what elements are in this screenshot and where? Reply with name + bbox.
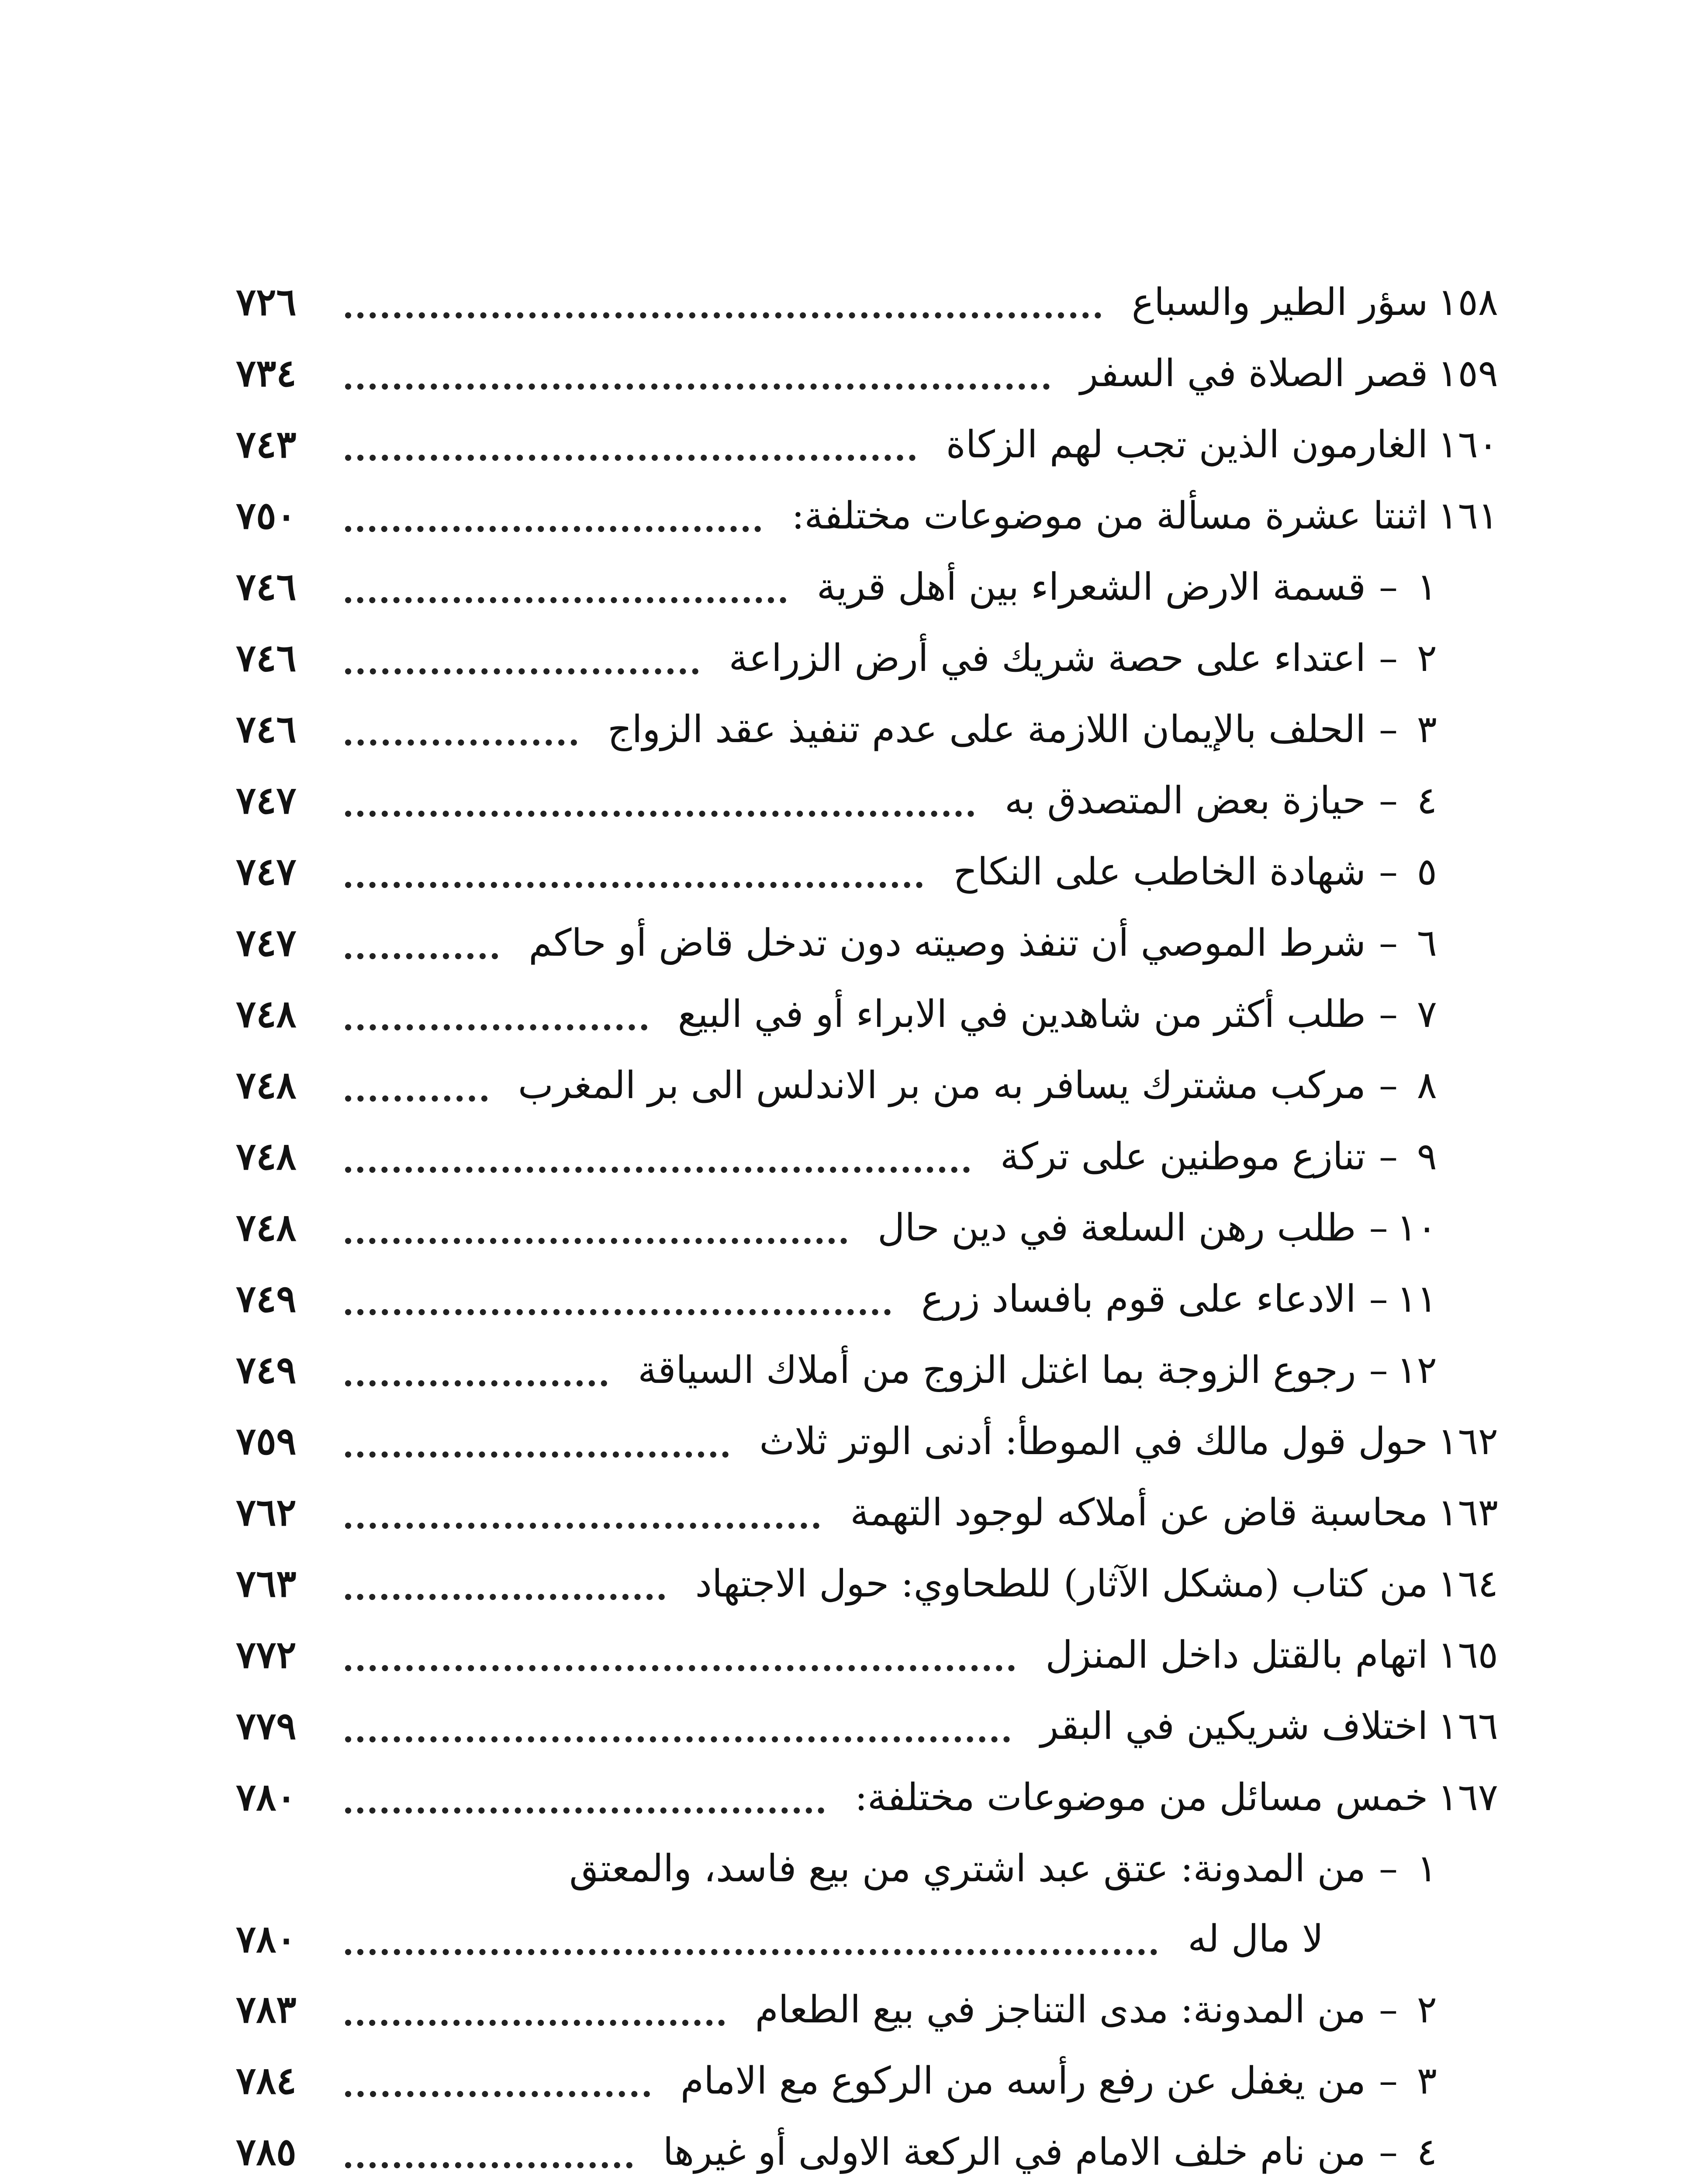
subentry-number: ١٢ [1396,1348,1437,1392]
subentry-number: ١٠ [1396,1206,1437,1250]
subentry-title: من نام خلف الامام في الركعة الاولى أو غيرها [663,2130,1366,2174]
entry-number: ١٦١ [1437,494,1498,538]
toc-subentry [236,765,1498,836]
subentry-page: ٧٤٦ [236,636,297,680]
dot-leader [345,2011,725,2026]
entry-number: ١٦٣ [1437,1490,1498,1534]
toc-subentry [236,2116,1498,2184]
toc-entry [236,1477,1498,1548]
subentry-title: شرط الموصي أن تنفذ وصيته دون تدخل قاض أو حاكم [529,921,1366,965]
toc-subentry [236,1833,1498,1904]
entry-page: ٧٨٠ [236,1775,297,1819]
entry-title: حول قول مالك في الموطأ: أدنى الوتر ثلاث [759,1419,1428,1463]
entry-title: اختلاف شريكين في البقر [1040,1704,1428,1748]
subentry-number: ١ [1417,565,1437,609]
subentry-title: الحلف بالإيمان اللازمة على عدم تنفيذ عقد الزواج [608,707,1366,751]
entry-page: ٧٦٢ [236,1490,297,1534]
subentry-title: من يغفل عن رفع رأسه من الركوع مع الامام [680,2059,1366,2103]
dash: – [1379,2130,1398,2174]
subentry-number: ٦ [1417,921,1437,965]
dash: – [1379,1063,1398,1107]
subentry-page: ٧٤٩ [236,1277,297,1321]
subentry-number: ٤ [1417,778,1437,822]
entry-page: ٧٢٦ [236,280,297,324]
subentry-page: ٧٤٧ [236,921,297,965]
subentry-number: ١١ [1396,1277,1437,1321]
dot-leader [345,1728,1010,1742]
subentry-number: ٣ [1417,707,1437,751]
subentry-page: ٧٨٠ [236,1917,297,1961]
dash: – [1379,778,1398,822]
entry-title: محاسبة قاض عن أملاكه لوجود التهمة [850,1490,1428,1534]
toc-entry [236,1619,1498,1690]
toc-subentry [236,2045,1498,2116]
dot-leader [345,2153,632,2168]
subentry-number: ٨ [1417,1063,1437,1107]
dot-leader [345,1229,847,1244]
dot-leader [345,2082,650,2097]
entry-page: ٧٦٣ [236,1562,297,1606]
dash: – [1379,565,1398,609]
subentry-number: ٤ [1417,2130,1437,2174]
toc-subentry [236,836,1498,907]
toc-entry [236,1548,1498,1619]
subentry-title: اعتداء على حصة شريك في أرض الزراعة [729,636,1366,680]
subentry-title-continuation: لا مال له [1188,1917,1323,1961]
subentry-number: ٢ [1417,636,1437,680]
subentry-page: ٧٨٤ [236,2059,297,2103]
dot-leader [345,517,761,532]
dash: – [1379,2059,1398,2103]
toc-entry [236,266,1498,338]
toc-subentry [236,1974,1498,2045]
toc-entry [236,1406,1498,1477]
subentry-number: ٩ [1417,1134,1437,1178]
toc-subentry-continuation [236,1904,1498,1974]
entry-number: ١٦٧ [1437,1775,1498,1819]
subentry-page: ٧٤٨ [236,992,297,1036]
subentry-number: ٣ [1417,2059,1437,2103]
toc-entry [236,338,1498,409]
dash: – [1369,1348,1388,1392]
subentry-page: ٧٤٩ [236,1348,297,1392]
subentry-number: ١ [1417,1846,1437,1890]
toc-entry [236,409,1498,480]
dash: – [1379,1846,1398,1890]
entry-title: قصر الصلاة في السفر [1080,351,1428,395]
dot-leader [345,1087,487,1102]
toc-subentry [236,694,1498,765]
subentry-page: ٧٤٧ [236,850,297,894]
entry-title: اتهام بالقتل داخل المنزل [1045,1633,1428,1677]
toc-subentry [236,1263,1498,1334]
toc-subentry [236,1050,1498,1121]
subentry-page: ٧٤٦ [236,707,297,751]
entry-page: ٧٤٣ [236,422,297,467]
dash: – [1379,636,1398,680]
subentry-page: ٧٤٨ [236,1134,297,1178]
toc-entry [236,1690,1498,1762]
subentry-number: ٢ [1417,1987,1437,2032]
dot-leader [345,1016,647,1030]
dot-leader [345,304,1101,318]
subentry-title: من المدونة: عتق عبد اشتري من بيع فاسد، والمعتق [569,1846,1366,1890]
subentry-number: ٥ [1417,850,1437,894]
dot-leader [345,660,698,674]
dot-leader [345,375,1050,390]
entry-title: خمس مسائل من موضوعات مختلفة: [854,1775,1428,1819]
dot-leader [345,731,577,746]
entry-title: اثنتا عشرة مسألة من موضوعات مختلفة: [791,494,1428,538]
toc-subentry [236,1334,1498,1406]
entry-number: ١٦٢ [1437,1419,1498,1463]
dot-leader [345,1514,819,1529]
toc-subentry [236,551,1498,622]
dot-leader [345,1372,607,1386]
entry-number: ١٦٥ [1437,1633,1498,1677]
entry-page: ٧٣٤ [236,351,297,395]
entry-title: من كتاب (مشكل الآثار) للطحاوي: حول الاجتهاد [695,1562,1428,1606]
toc-subentry [236,978,1498,1050]
entry-number: ١٥٨ [1437,280,1498,324]
subentry-page: ٧٤٨ [236,1063,297,1107]
dot-leader [345,944,498,959]
entry-number: ١٦٠ [1437,422,1498,467]
dash: – [1379,850,1398,894]
dash: – [1379,1134,1398,1178]
subentry-page: ٧٤٧ [236,778,297,822]
toc-subentry [236,1121,1498,1192]
subentry-number: ٧ [1417,992,1437,1036]
subentry-title: قسمة الارض الشعراء بين أهل قرية [816,565,1366,609]
subentry-page: ٧٨٣ [236,1987,297,2032]
dash: – [1379,921,1398,965]
subentry-page: ٧٨٥ [236,2130,297,2174]
entry-number: ١٦٤ [1437,1562,1498,1606]
entry-page: ٧٧٩ [236,1704,297,1748]
subentry-title: من المدونة: مدى التناجز في بيع الطعام [755,1987,1366,2032]
dash: – [1379,1987,1398,2032]
toc-entry [236,1762,1498,1833]
entry-page: ٧٥٠ [236,494,297,538]
subentry-page: ٧٤٦ [236,565,297,609]
dot-leader [345,1585,665,1600]
dash: – [1379,707,1398,751]
subentry-title: طلب رهن السلعة في دين حال [877,1206,1356,1250]
subentry-page: ٧٤٨ [236,1206,297,1250]
dot-leader [345,1158,970,1173]
dot-leader [345,802,974,817]
subentry-title: الادعاء على قوم بافساد زرع [921,1277,1356,1321]
dot-leader [345,873,923,888]
dot-leader [345,588,786,603]
subentry-title: مركب مشترك يسافر به من بر الاندلس الى بر المغرب [518,1063,1366,1107]
dot-leader [345,1300,891,1315]
subentry-title: شهادة الخاطب على النكاح [953,850,1366,894]
dot-leader [345,1799,824,1814]
table-of-contents [236,266,1498,2184]
toc-subentry [236,907,1498,978]
toc-subentry [236,1192,1498,1263]
dot-leader [345,1443,729,1458]
entry-number: ١٥٩ [1437,351,1498,395]
subentry-title: تنازع موطنين على تركة [1000,1134,1366,1178]
dot-leader [345,446,916,461]
subentry-title: رجوع الزوجة بما اغتل الزوج من أملاك السياقة [638,1348,1356,1392]
dot-leader [345,1940,1157,1955]
entry-page: ٧٥٩ [236,1419,297,1463]
dot-leader [345,1656,1015,1671]
entry-page: ٧٧٢ [236,1633,297,1677]
entry-title: سؤر الطير والسباع [1131,280,1428,324]
subentry-title: حيازة بعض المتصدق به [1005,778,1366,822]
toc-entry [236,480,1498,551]
entry-title: الغارمون الذين تجب لهم الزكاة [946,422,1428,467]
dash: – [1369,1277,1388,1321]
subentry-title: طلب أكثر من شاهدين في الابراء أو في البيع [677,992,1366,1036]
toc-subentry [236,622,1498,694]
dash: – [1369,1206,1388,1250]
dash: – [1379,992,1398,1036]
entry-number: ١٦٦ [1437,1704,1498,1748]
